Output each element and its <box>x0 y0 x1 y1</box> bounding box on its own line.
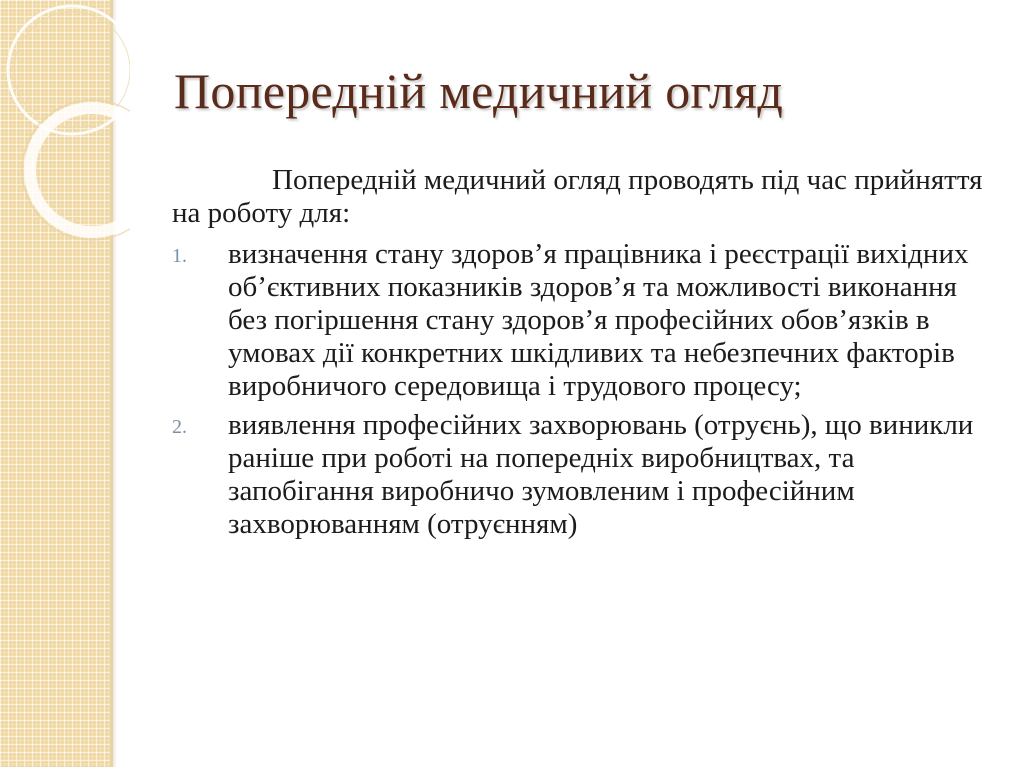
list-item <box>172 238 992 403</box>
list-item-number: 1. <box>172 245 187 267</box>
slide-body <box>172 164 992 547</box>
intro-paragraph: Попередній медичний огляд проводять під час прийняття на роботу для: <box>172 164 983 229</box>
list-item-text: виявлення професійних захворювань (отруєнь), що виникли раніше при роботі на попередніх виробництвах, та запобігання виробничо зумовленим і професійним захворюванням (отруєнням) <box>228 409 974 540</box>
slide-title: Попередній медичний огляд <box>174 63 784 119</box>
list-item <box>172 409 992 541</box>
list-item-text: визначення стану здоров’я працівника і реєстрації вихідних об’єктивних показників здоров’я та можливості виконання без погіршення стану здоров’я професійних обов’язків в умовах дії конкретних шкідливих та небезпечних факторів виробничого середовища і трудового процесу; <box>228 238 969 402</box>
decorative-rings-ornament <box>0 0 130 260</box>
numbered-list <box>172 238 992 541</box>
list-item-number: 2. <box>172 416 187 438</box>
